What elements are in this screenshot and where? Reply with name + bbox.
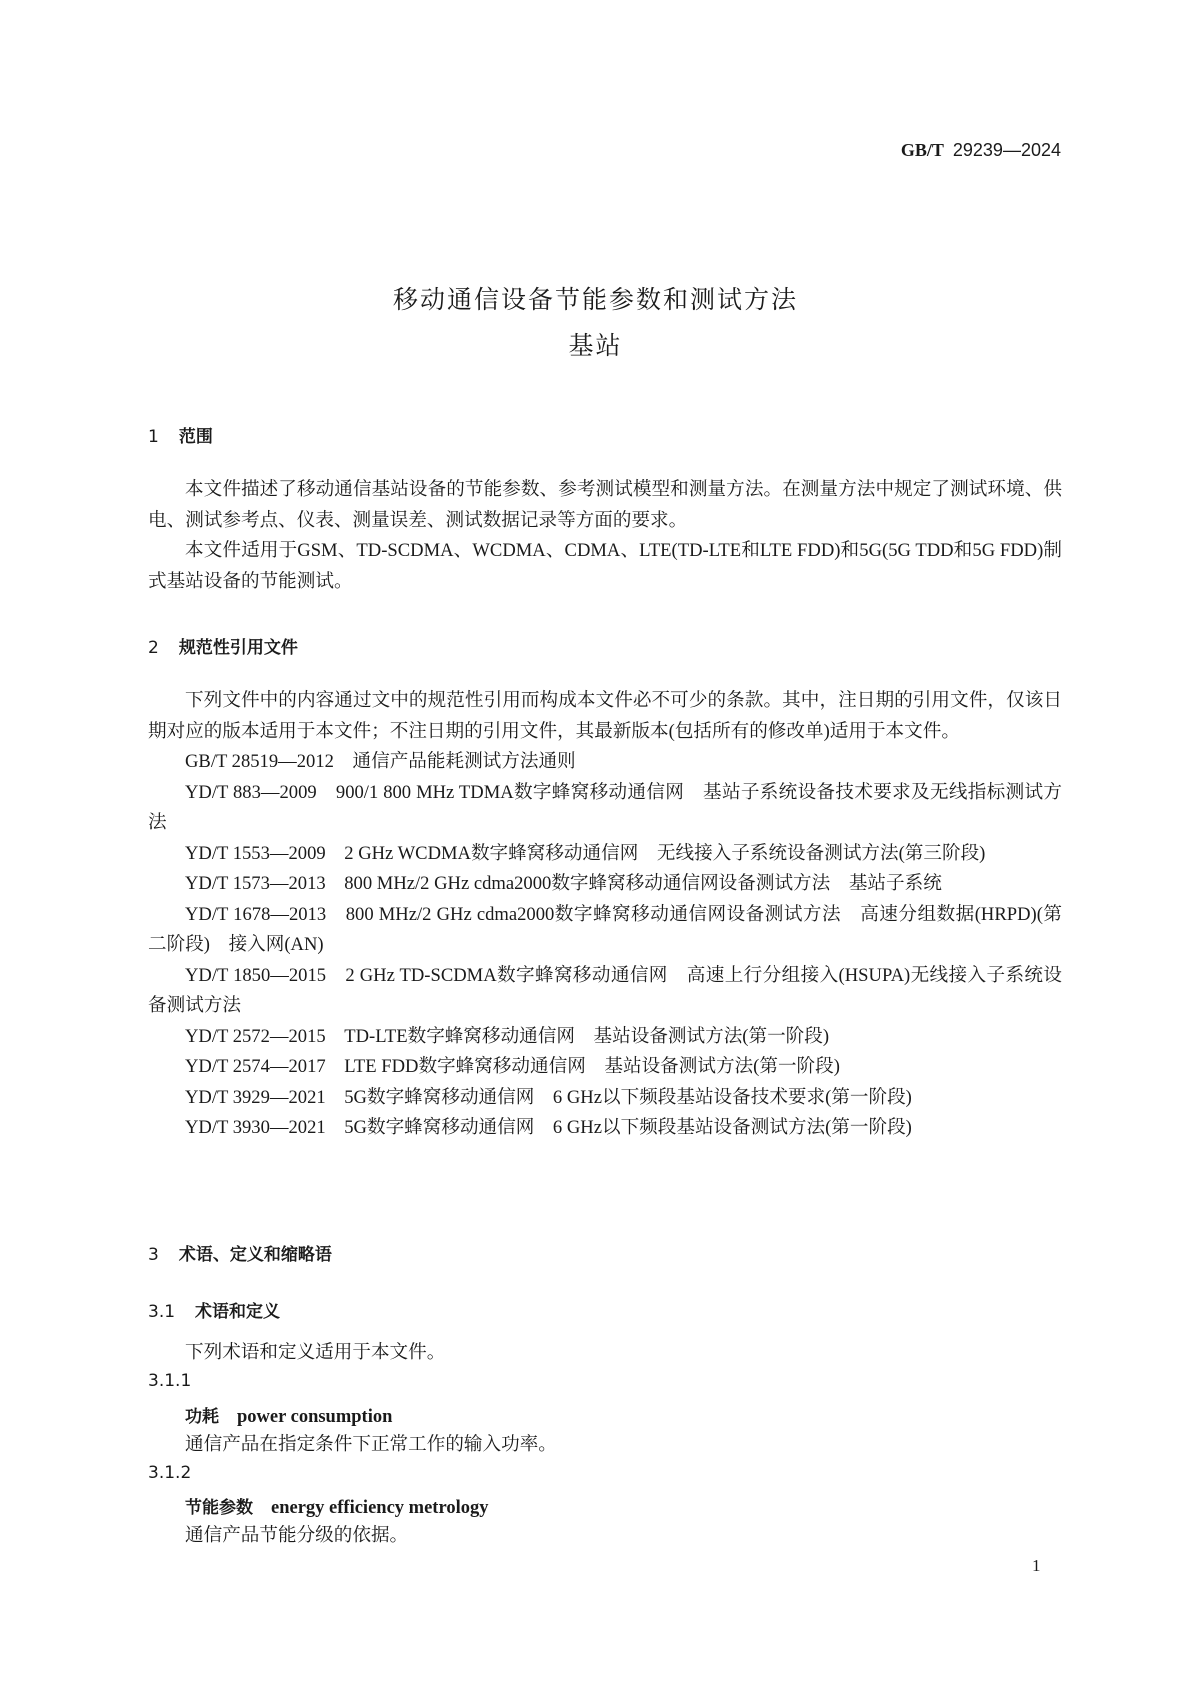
- section-2-body: [148, 686, 1062, 1144]
- term-definition: 通信产品在指定条件下正常工作的输入功率。: [185, 1434, 557, 1455]
- standard-number: GB/T 29239—2024: [900, 140, 1061, 160]
- reference-item: GB/T 28519—2012 通信产品能耗测试方法通则: [185, 751, 576, 772]
- paragraph: 本文件描述了移动通信基站设备的节能参数、参考测试模型和测量方法。在测量方法中规定了测试环境、供电、测试参考点、仪表、测量误差、测试数据记录等方面的要求。: [148, 479, 1062, 531]
- document-title: 移动通信设备节能参数和测试方法: [392, 285, 798, 314]
- reference-item: YD/T 3930—2021 5G数字蜂窝移动通信网 6 GHz以下频段基站设备测试方法(第一阶段): [185, 1117, 912, 1138]
- reference-item: YD/T 1850—2015 2 GHz TD-SCDMA数字蜂窝移动通信网 高速上行分组接入(HSUPA)无线接入子系统设备测试方法: [148, 964, 1062, 1016]
- reference-item: YD/T 883—2009 900/1 800 MHz TDMA数字蜂窝移动通信网 基站子系统设备技术要求及无线指标测试方法: [148, 781, 1062, 833]
- paragraph: 下列文件中的内容通过文中的规范性引用而构成本文件必不可少的条款。其中，注日期的引用文件，仅该日期对应的版本适用于本文件；不注日期的引用文件，其最新版本(包括所有的修改单)适用于本文件。: [148, 690, 1062, 742]
- term-definition: 通信产品节能分级的依据。: [185, 1525, 409, 1546]
- section-2-heading: 2 规范性引用文件: [148, 638, 298, 658]
- reference-item: YD/T 1573—2013 800 MHz/2 GHz cdma2000数字蜂窝移动通信网设备测试方法 基站子系统: [185, 873, 942, 894]
- reference-item: YD/T 2572—2015 TD-LTE数字蜂窝移动通信网 基站设备测试方法(第一阶段): [185, 1025, 830, 1047]
- paragraph: 本文件适用于GSM、TD-SCDMA、WCDMA、CDMA、LTE(TD-LTE和LTE FDD)和5G(5G TDD和5G FDD)制式基站设备的节能测试。: [148, 540, 1062, 592]
- reference-item: YD/T 1678—2013 800 MHz/2 GHz cdma2000数字蜂窝移动通信网设备测试方法 高速分组数据(HRPD)(第二阶段) 接入网(AN): [148, 903, 1062, 955]
- term-heading: 节能参数 energy efficiency metrology: [185, 1498, 489, 1518]
- section-3-1-heading: 3.1 术语和定义: [148, 1302, 281, 1322]
- document-subtitle: 基站: [568, 331, 623, 360]
- terms-intro: 下列术语和定义适用于本文件。: [185, 1342, 446, 1363]
- section-1-body: [148, 475, 1062, 597]
- reference-item: YD/T 1553—2009 2 GHz WCDMA数字蜂窝移动通信网 无线接入子系统设备测试方法(第三阶段): [185, 842, 986, 864]
- section-3-heading: 3 术语、定义和缩略语: [148, 1245, 332, 1265]
- page-number: 1: [1032, 1556, 1041, 1575]
- term-number: 3.1.2: [148, 1463, 192, 1483]
- reference-item: YD/T 3929—2021 5G数字蜂窝移动通信网 6 GHz以下频段基站设备技术要求(第一阶段): [185, 1086, 912, 1108]
- reference-item: YD/T 2574—2017 LTE FDD数字蜂窝移动通信网 基站设备测试方法(第一阶段): [185, 1056, 840, 1077]
- section-1-heading: 1 范围: [148, 427, 213, 447]
- term-heading: 功耗 power consumption: [185, 1407, 393, 1427]
- term-number: 3.1.1: [148, 1371, 192, 1391]
